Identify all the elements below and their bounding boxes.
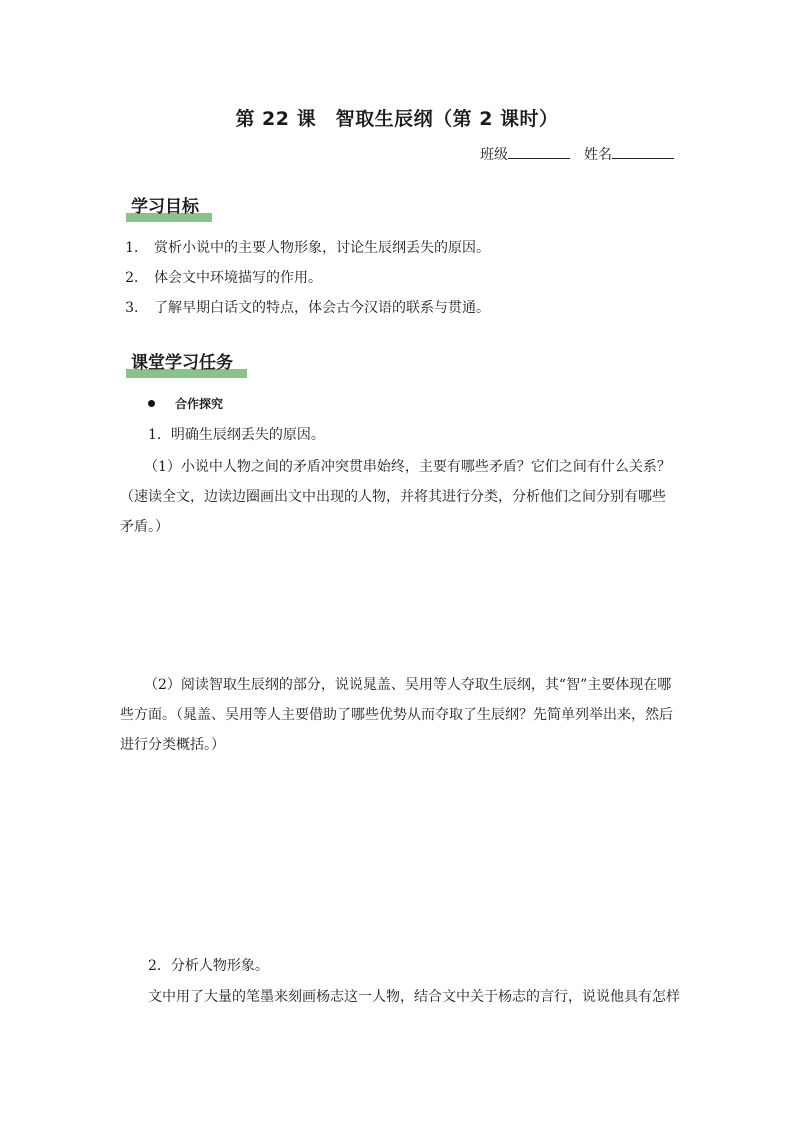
section-heading-tasks: [126, 348, 233, 378]
goal-text: 体会文中环境描写的作用。: [154, 270, 322, 286]
task-2-text: 文中用了大量的笔墨来刻画杨志这一人物，结合文中关于杨志的言行，说说他具有怎样: [148, 989, 680, 1005]
bullet-item: [148, 395, 223, 412]
name-label: 姓名: [584, 147, 612, 163]
goal-text: 赏析小说中的主要人物形象，讨论生辰纲丢失的原因。: [154, 240, 490, 256]
section-title: 学习目标: [131, 197, 199, 217]
task-2-heading: 2．分析人物形象。: [148, 958, 269, 974]
task-1-heading: 1．明确生辰纲丢失的原因。: [148, 427, 325, 443]
question-2: （2）阅读智取生辰纲的部分，说说晁盖、吴用等人夺取生辰纲，其“智”主要体现在哪些方面。（晁盖、吴用等人主要借助了哪些优势从而夺取了生辰纲？先简单列举出来，然后进行分类概括。）: [120, 677, 673, 753]
section-heading-goals: [126, 192, 199, 222]
goal-text: 了解早期白话文的特点，体会古今汉语的联系与贯通。: [154, 300, 490, 316]
student-info-line: [480, 144, 674, 164]
section-title: 课堂学习任务: [131, 353, 233, 373]
question-1: （1）小说中人物之间的矛盾冲突贯串始终，主要有哪些矛盾？它们之间有什么关系？（速读全文，边读边圈画出文中出现的人物，并将其进行分类，分析他们之间分别有哪些矛盾。）: [120, 459, 671, 535]
class-label: 班级: [480, 147, 508, 163]
goal-item: [120, 298, 678, 318]
goal-number: 3．: [125, 300, 148, 316]
class-blank: [508, 144, 570, 159]
goal-item: [120, 238, 678, 258]
bullet-label: 合作探究: [175, 397, 224, 411]
page-title: 第 22 课 智取生辰纲（第 2 课时）: [235, 108, 559, 130]
bullet-dot-icon: [148, 400, 155, 407]
goal-number: 1．: [125, 240, 148, 256]
name-blank: [612, 144, 674, 159]
goal-number: 2．: [125, 270, 148, 286]
goal-item: [120, 268, 678, 288]
